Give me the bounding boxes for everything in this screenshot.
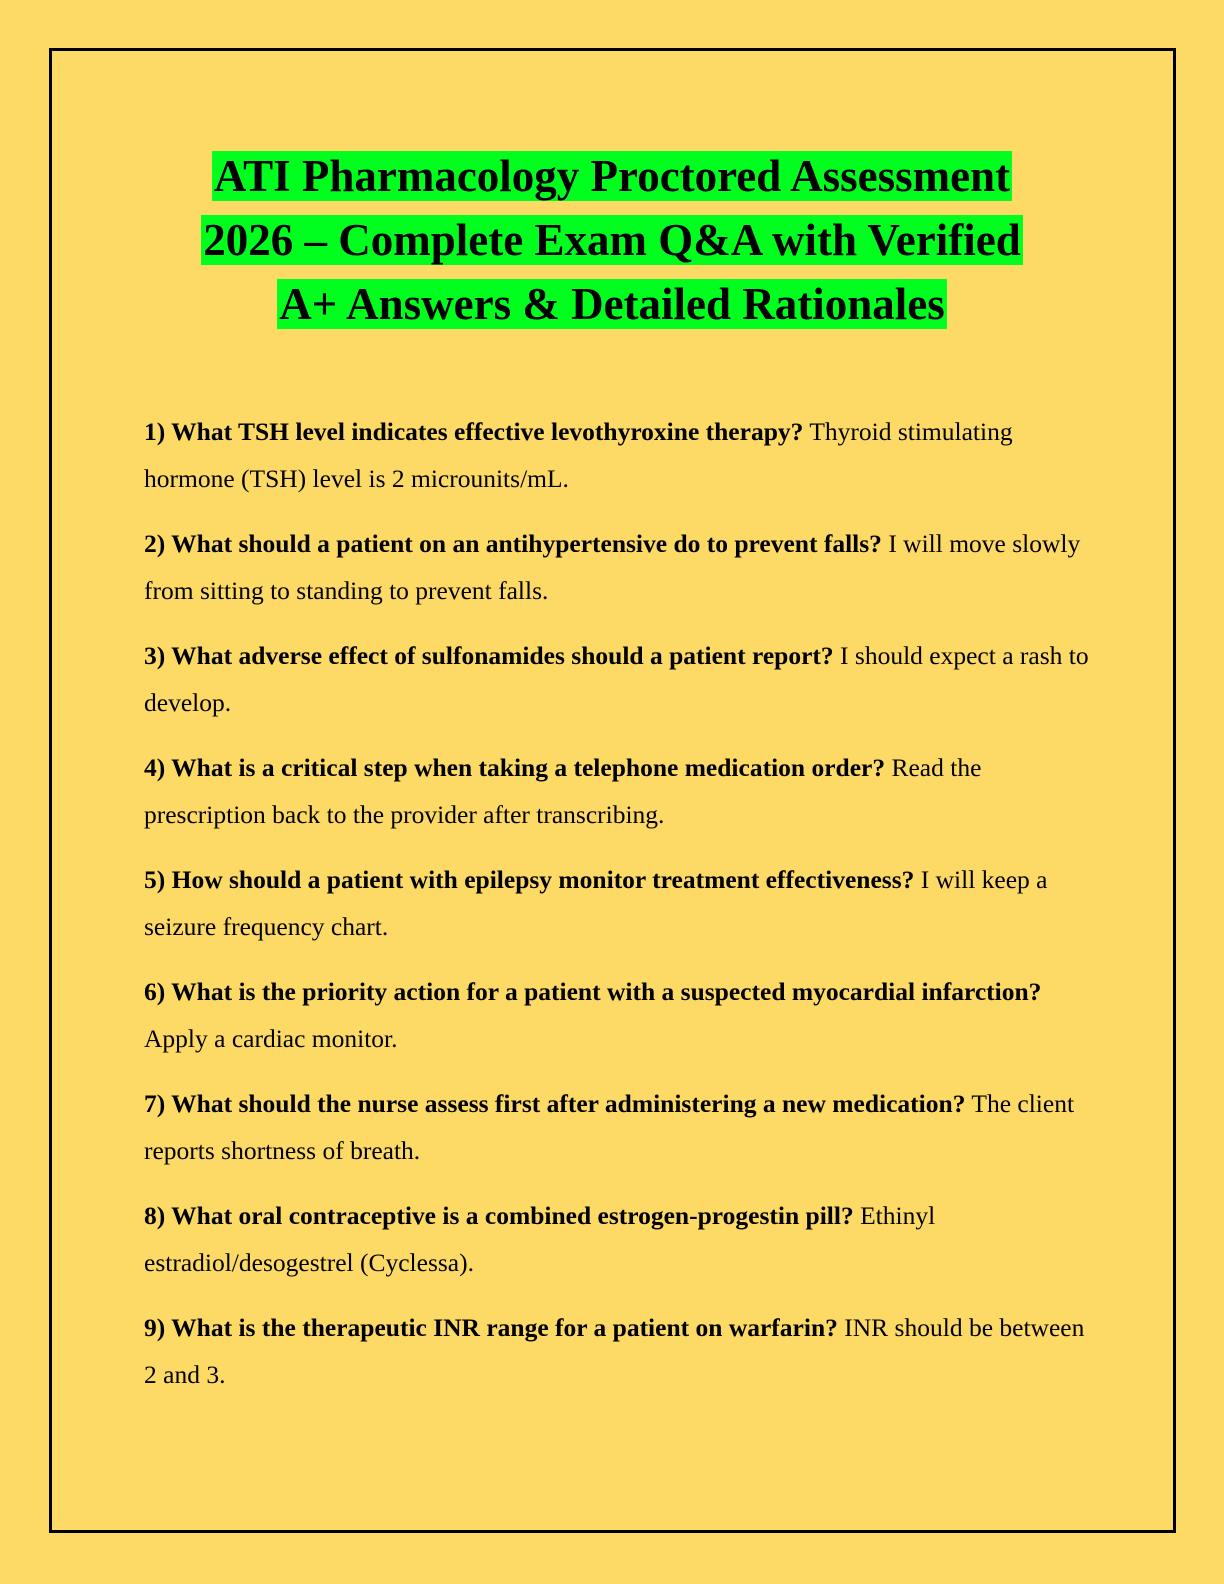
answer: Ethinyl estradiol/desogestrel (Cyclessa).: [144, 1201, 936, 1277]
qa-item: [144, 1192, 1094, 1304]
qa-item: [144, 520, 1094, 632]
document-title: [0, 144, 1224, 336]
question: 7) What should the nurse assess first after administering a new medication?: [144, 1089, 966, 1118]
title-line: [0, 144, 1224, 208]
qa-item: [144, 1080, 1094, 1192]
title-highlight: A+ Answers & Detailed Rationales: [279, 279, 945, 329]
title-line: [0, 272, 1224, 336]
question: 8) What oral contraceptive is a combined estrogen-progestin pill?: [144, 1201, 854, 1230]
answer: Thyroid stimulating hormone (TSH) level is 2 microunits/mL.: [144, 417, 1013, 493]
qa-item: [144, 856, 1094, 968]
answer: The client reports shortness of breath.: [144, 1089, 1075, 1165]
qa-item: [144, 744, 1094, 856]
question: 6) What is the priority action for a patient with a suspected myocardial infarction?: [144, 977, 1042, 1006]
qa-item: [144, 408, 1094, 520]
answer: Apply a cardiac monitor.: [144, 1024, 398, 1053]
title-line: [0, 208, 1224, 272]
question: 5) How should a patient with epilepsy monitor treatment effectiveness?: [144, 865, 915, 894]
question: 9) What is the therapeutic INR range for a patient on warfarin?: [144, 1313, 838, 1342]
question: 4) What is a critical step when taking a telephone medication order?: [144, 753, 886, 782]
question: 2) What should a patient on an antihypertensive do to prevent falls?: [144, 529, 882, 558]
question: 1) What TSH level indicates effective levothyroxine therapy?: [144, 417, 804, 446]
answer: Read the prescription back to the provider after transcribing.: [144, 753, 982, 829]
title-highlight: ATI Pharmacology Proctored Assessment: [213, 151, 1011, 201]
answer: I should expect a rash to develop.: [144, 641, 1089, 717]
qa-item: [144, 1304, 1094, 1416]
question: 3) What adverse effect of sulfonamides should a patient report?: [144, 641, 834, 670]
answer: I will keep a seizure frequency chart.: [144, 865, 1048, 941]
answer: I will move slowly from sitting to standing to prevent falls.: [144, 529, 1081, 605]
answer: INR should be between 2 and 3.: [144, 1313, 1085, 1389]
qa-list: [144, 408, 1094, 1416]
title-highlight: 2026 – Complete Exam Q&A with Verified: [203, 215, 1021, 265]
qa-item: [144, 968, 1094, 1080]
qa-item: [144, 632, 1094, 744]
